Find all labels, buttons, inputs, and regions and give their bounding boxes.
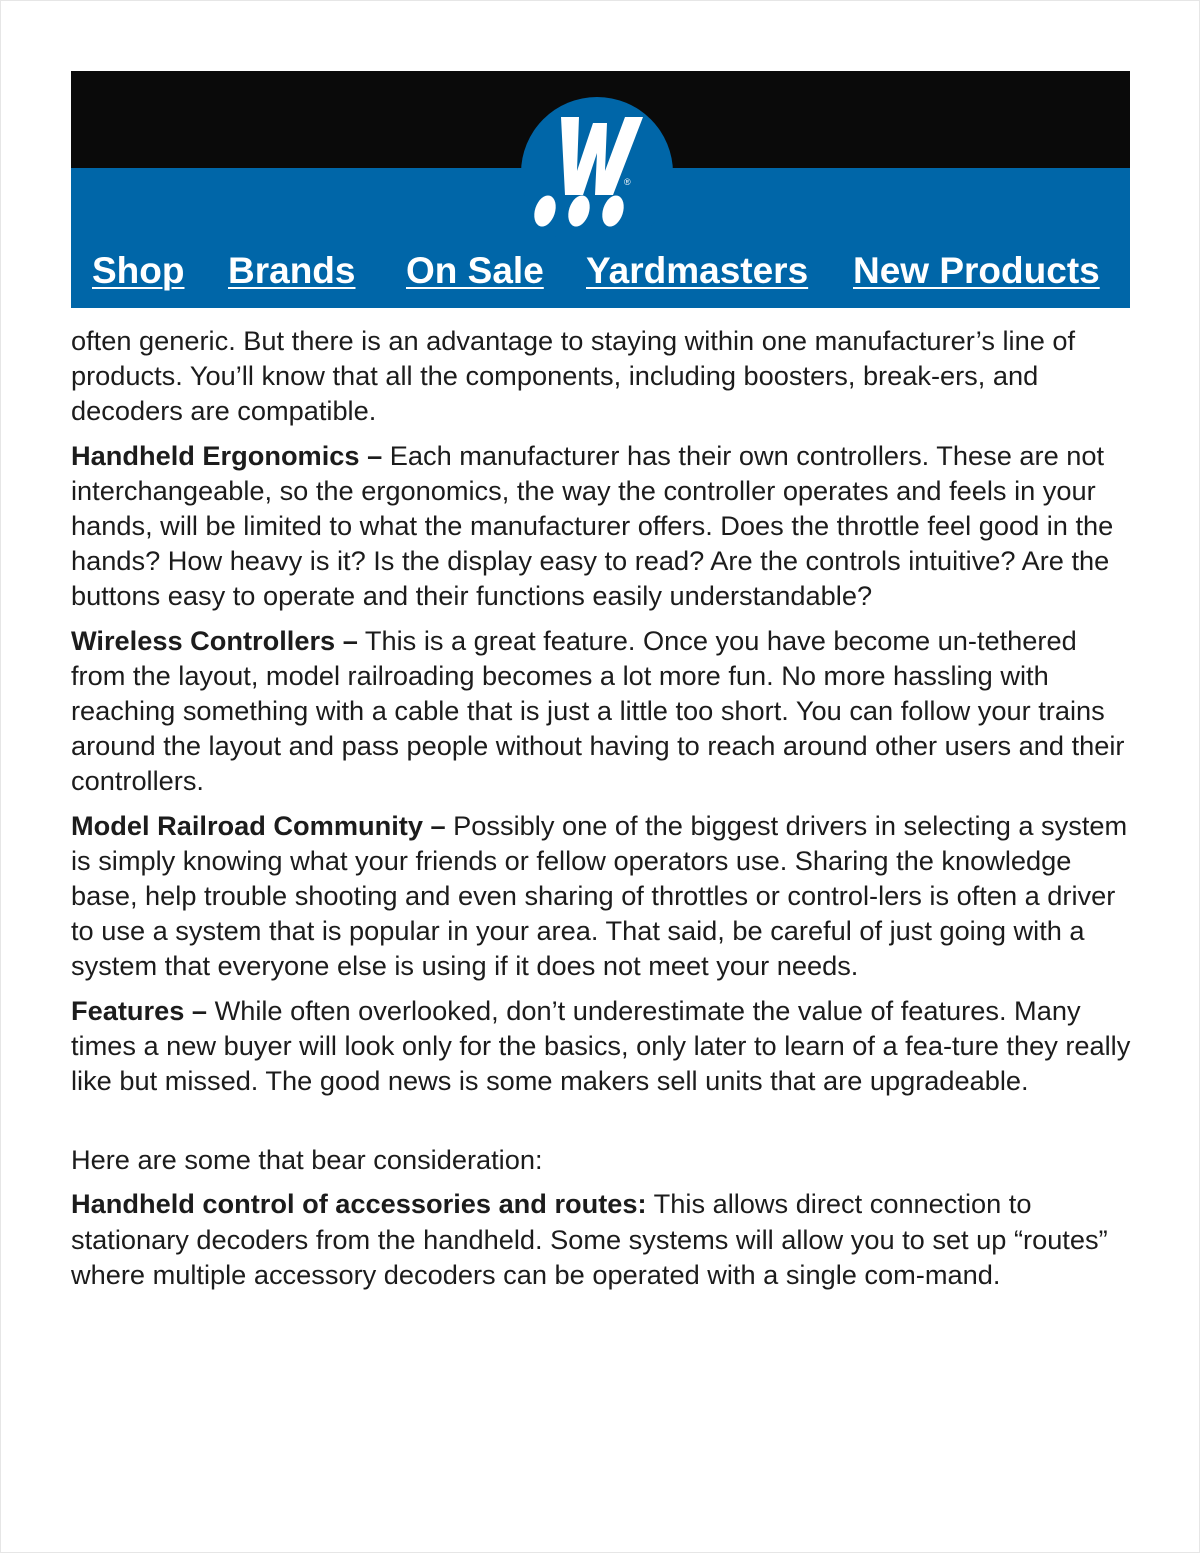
section-heading: Wireless Controllers – xyxy=(71,624,358,656)
article-body xyxy=(71,323,1133,1301)
section-text: Possibly one of the biggest drivers in selecting a system is simply knowing what your friends or fellow operators use. Sharing the knowledge base, help trouble shooting and even sharing of throttles or control-lers is often a driver to use a system that is popular in your area. That said, be careful of just going with a system that everyone else is using if it does not meet your needs. xyxy=(71,809,1128,982)
section-text: Each manufacturer has their own controllers. These are not interchangeable, so the ergonomics, the way the controller operates and feels in your hands, will be limited to what the manufacturer offers. Does the throttle feel good in the hands? How heavy is it? Is the display easy to read? Are the controls intuitive? Are the buttons easy to operate and their functions easily understandable? xyxy=(71,439,1114,612)
intro-paragraph: often generic. But there is an advantage to staying within one manufacturer’s line of products. You’ll know that all the components, including boosters, break-ers, and decoders are compatible. xyxy=(71,325,1076,427)
consideration-heading: Handheld control of accessories and routes: xyxy=(71,1188,647,1220)
nav-link-brands[interactable]: Brands xyxy=(228,250,356,291)
consideration-text: This allows direct connection to stationary decoders from the handheld. Some systems will allow you to set up “routes” where multiple accessory decoders can be operated with a single com-mand. xyxy=(71,1188,1108,1290)
registered-mark: ® xyxy=(624,177,631,187)
main-nav xyxy=(71,249,1130,299)
section-heading: Model Railroad Community – xyxy=(71,809,446,841)
nav-link-new-products[interactable]: New Products xyxy=(853,250,1100,291)
section-heading: Handheld Ergonomics – xyxy=(71,439,383,471)
section-handheld-ergonomics xyxy=(71,438,1133,614)
nav-link-shop[interactable]: Shop xyxy=(92,250,185,291)
consideration-handheld-control xyxy=(71,1186,1133,1292)
section-model-railroad-community xyxy=(71,808,1133,984)
section-wireless-controllers xyxy=(71,623,1133,799)
nav-link-yardmasters[interactable]: Yardmasters xyxy=(586,250,809,291)
section-features xyxy=(71,993,1133,1099)
section-text: This is a great feature. Once you have become un-tethered from the layout, model railroading becomes a lot more fun. No more hassling with reaching something with a cable that is just a little too short. You can follow your trains around the layout and pass people without having to reach around other users and their controllers. xyxy=(71,624,1125,797)
nav-link-on-sale[interactable]: On Sale xyxy=(406,250,544,291)
section-text: While often overlooked, don’t underestimate the value of features. Many times a new buyer will look only for the basics, only later to learn of a fea-ture they really like but missed. The good news is some makers sell units that are upgradeable. xyxy=(71,994,1131,1097)
section-heading: Features – xyxy=(71,994,208,1026)
site-banner xyxy=(71,71,1130,308)
considerations-lead-in: Here are some that bear consideration: xyxy=(71,1144,543,1176)
walthers-logo[interactable] xyxy=(517,93,677,243)
